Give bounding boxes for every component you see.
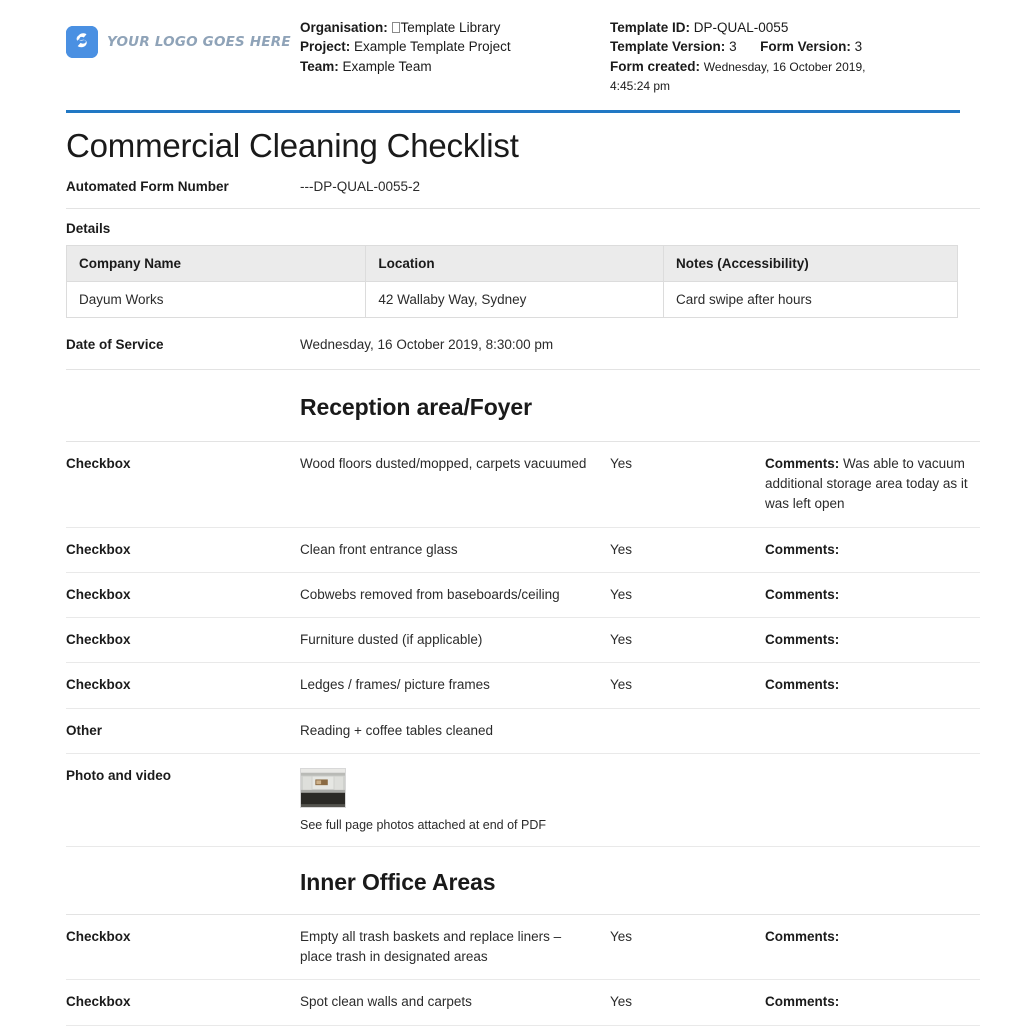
row-answer: [610, 721, 765, 741]
row-description: Empty all trash baskets and replace liners – place trash in designated areas: [300, 928, 562, 965]
header-divider: [66, 110, 960, 113]
row-comment: [765, 927, 980, 968]
section-heading-row-inner-office: [66, 847, 980, 915]
meta-team: [300, 57, 610, 76]
meta-form-created-time: [610, 76, 960, 95]
automated-form-number-label: Automated Form Number: [66, 179, 229, 195]
details-table: [66, 245, 958, 318]
row-comment-value: Was able to vacuum additional storage area today as it was left open: [765, 455, 968, 512]
automated-form-number-row: [66, 164, 980, 209]
meta-organisation: [300, 18, 610, 37]
row-description: Spot clean walls and carpets: [300, 994, 472, 1010]
details-block-label: Details: [66, 221, 111, 237]
row-answer: Yes: [610, 928, 633, 944]
logo-text: YOUR LOGO GOES HERE: [107, 34, 291, 50]
row-description: Clean front entrance glass: [300, 541, 458, 557]
row-comment: [765, 992, 980, 1012]
photo-and-video-row: [66, 754, 980, 847]
meta-template-id: [610, 18, 960, 37]
meta-versions: [610, 37, 960, 56]
row-answer: Yes: [610, 455, 633, 471]
row-comment: [765, 585, 980, 605]
row-comment-label: Comments:: [765, 586, 840, 602]
row-description: Ledges / frames/ picture frames: [300, 677, 490, 693]
row-answer: Yes: [610, 541, 633, 557]
meta-template-version-value: 3: [729, 39, 737, 55]
row-comment: [765, 454, 980, 515]
meta-team-label: Team:: [300, 58, 339, 74]
row-type: Other: [66, 722, 103, 738]
section-heading-row-reception: [66, 370, 980, 442]
meta-form-created: [610, 57, 960, 76]
row-answer: Yes: [610, 994, 633, 1010]
row-answer: Yes: [610, 632, 633, 648]
table-row: [66, 915, 980, 981]
meta-form-version-label: Form Version:: [760, 39, 851, 55]
meta-template-id-label: Template ID:: [610, 20, 691, 35]
meta-organisation-value: Template Library: [400, 20, 501, 35]
details-cell-company-name: Dayum Works: [67, 282, 366, 318]
photo-and-video-label: Photo and video: [66, 767, 172, 783]
details-cell-location: 42 Wallaby Way, Sydney: [366, 282, 664, 318]
missing-glyph-icon: [392, 22, 400, 33]
row-comment: [765, 675, 980, 695]
meta-form-created-time-value: 4:45:24 pm: [610, 79, 671, 94]
details-col-notes: Notes (Accessibility): [663, 246, 957, 282]
table-row: [66, 618, 980, 663]
table-row: [66, 663, 980, 708]
section-heading-inner-office: Inner Office Areas: [300, 868, 496, 895]
meta-project: [300, 37, 610, 56]
logo-block: [66, 18, 300, 58]
row-type: Checkbox: [66, 928, 131, 944]
table-row: [66, 709, 980, 754]
meta-form-version-value: 3: [854, 39, 863, 55]
meta-form-created-label: Form created:: [610, 58, 701, 74]
row-type: Checkbox: [66, 586, 131, 602]
row-type: Checkbox: [66, 455, 131, 471]
row-comment-label: Comments:: [765, 677, 840, 693]
table-row: [67, 282, 958, 318]
row-answer: Yes: [610, 677, 633, 693]
meta-project-value: Example Template Project: [354, 39, 511, 55]
row-type: Checkbox: [66, 677, 131, 693]
photo-caption: See full page photos attached at end of PDF: [300, 817, 547, 832]
meta-template-version-label: Template Version:: [610, 39, 726, 55]
date-of-service-row: [66, 318, 980, 370]
date-of-service-label: Date of Service: [66, 337, 164, 353]
row-description: Wood floors dusted/mopped, carpets vacuumed: [300, 455, 587, 471]
row-type: Checkbox: [66, 994, 131, 1010]
row-type: Checkbox: [66, 541, 131, 557]
row-comment: [765, 540, 980, 560]
details-cell-notes: Card swipe after hours: [663, 282, 957, 318]
meta-project-label: Project:: [300, 39, 351, 55]
row-comment: [765, 721, 980, 741]
row-answer: Yes: [610, 586, 633, 602]
header-meta-right: [610, 18, 960, 96]
meta-team-value: Example Team: [342, 58, 432, 74]
table-row: [66, 528, 980, 573]
details-table-header-row: [67, 246, 958, 282]
header-meta-left: [300, 18, 610, 76]
row-type: Checkbox: [66, 632, 131, 648]
row-comment-label: Comments:: [765, 928, 840, 944]
row-comment-label: Comments:: [765, 455, 840, 471]
meta-template-id-value: DP-QUAL-0055: [693, 20, 789, 35]
row-description: Cobwebs removed from baseboards/ceiling: [300, 586, 560, 602]
row-comment-label: Comments:: [765, 541, 840, 557]
table-row: [66, 980, 980, 1025]
meta-form-created-value: Wednesday, 16 October 2019,: [703, 59, 866, 74]
attached-photo-thumbnail[interactable]: [300, 768, 980, 808]
details-col-location: Location: [366, 246, 664, 282]
row-comment-label: Comments:: [765, 994, 840, 1010]
row-description: Furniture dusted (if applicable): [300, 632, 483, 648]
document-header: [66, 0, 960, 96]
logo-swoosh-icon: [66, 26, 98, 58]
meta-organisation-label: Organisation:: [300, 20, 388, 35]
row-description: Reading + coffee tables cleaned: [300, 722, 494, 738]
automated-form-number-value: ---DP-QUAL-0055-2: [300, 179, 421, 195]
table-row: [66, 573, 980, 618]
page-title: Commercial Cleaning Checklist: [66, 126, 519, 164]
section-heading-reception: Reception area/Foyer: [300, 393, 532, 420]
row-comment-label: Comments:: [765, 632, 840, 648]
row-comment: [765, 630, 980, 650]
table-row: [66, 442, 980, 528]
photo-and-video-body: [300, 768, 980, 832]
date-of-service-value: Wednesday, 16 October 2019, 8:30:00 pm: [300, 337, 554, 353]
details-col-company-name: Company Name: [67, 246, 366, 282]
